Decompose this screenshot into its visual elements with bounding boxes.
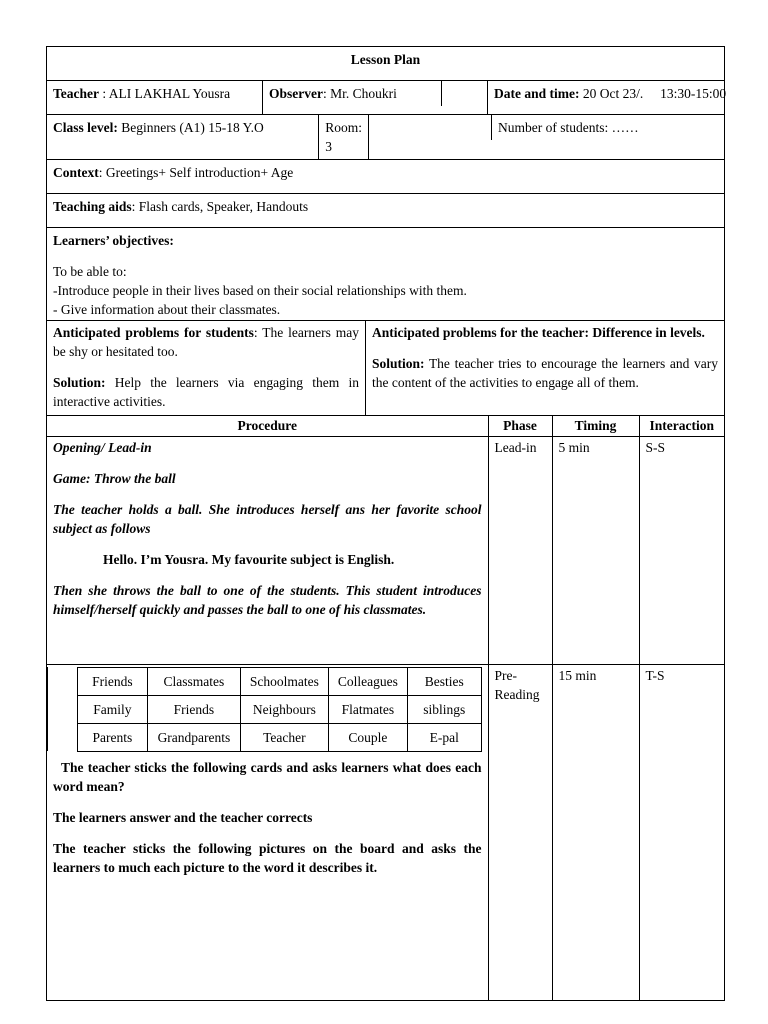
procedure-section	[47, 416, 725, 1001]
observer-cell: Observer: Mr. Choukri	[263, 81, 488, 115]
date-time-cell: Date and time: 20 Oct 23/. 13:30-15:00	[488, 81, 725, 115]
word-card: siblings	[408, 695, 481, 723]
word-card: Grandparents	[147, 723, 240, 751]
phase-header: Phase	[488, 416, 552, 436]
word-card: Friends	[147, 695, 240, 723]
lesson-plan-page	[46, 46, 727, 1001]
stage2-timing: 15 min	[552, 664, 639, 1000]
stage2-phase: Pre-Reading	[488, 664, 552, 1000]
interaction-header: Interaction	[639, 416, 724, 436]
timing-header: Timing	[552, 416, 639, 436]
stage1-phase: Lead-in	[488, 436, 552, 664]
lesson-plan-table	[46, 46, 725, 1001]
word-card: Classmates	[147, 667, 240, 695]
stage1-timing: 5 min	[552, 436, 639, 664]
stage2-interaction: T-S	[639, 664, 724, 1000]
word-card: Couple	[328, 723, 407, 751]
teacher-cell: Teacher : ALI LAKHAL Yousra	[47, 81, 263, 115]
problems-students-cell: Anticipated problems for students: The learners may be shy or hesitated too. Solution: Help the learners via engaging them in interactive activities.	[47, 321, 366, 415]
context-cell: Context: Greetings+ Self introduction+ Age	[47, 160, 725, 194]
word-card: Teacher	[240, 723, 328, 751]
stage2-procedure: Friends Classmates Schoolmates Colleagues Besties Family Friends Neighbours Flatmates siblings Parents Grandparents Teacher Couple E-pal The teacher sticks the following cards and asks learners what does each word mean? The learners answer and the teacher corrects The teacher sticks the following pictures on the board and asks the learners to much each picture to the word it describes it.	[47, 664, 488, 1000]
teaching-aids-cell: Teaching aids: Flash cards, Speaker, Handouts	[47, 194, 725, 228]
word-card: Besties	[408, 667, 481, 695]
objective-item: -Introduce people in their lives based on their social relationships with them.	[53, 283, 467, 298]
problems-row	[47, 321, 725, 416]
class-level-cell: Class level: Beginners (A1) 15-18 Y.O Room: 3	[47, 115, 369, 160]
num-students-cell: Number of students: ……	[369, 115, 725, 160]
word-card: Family	[77, 695, 147, 723]
word-card: E-pal	[408, 723, 481, 751]
stage1-interaction: S-S	[639, 436, 724, 664]
word-card: Flatmates	[328, 695, 407, 723]
objectives-cell: Learners’ objectives: To be able to: -Introduce people in their lives based on their social relationships with them. - Give information about their classmates.	[47, 228, 725, 321]
problems-teacher-cell: Anticipated problems for the teacher: Difference in levels. Solution: The teacher tries to encourage the learners and vary the content of the activities to engage all of them.	[372, 325, 718, 390]
stage1-procedure: Opening/ Lead-in Game: Throw the ball The teacher holds a ball. She introduces herself ans her favorite school subject as follows Hello. I’m Yousra. My favourite subject is English. Then she throws the ball to one of the students. This student introduces himself/herself quickly and passes the ball to one of his classmates.	[47, 436, 488, 664]
word-card: Friends	[77, 667, 147, 695]
procedure-header: Procedure	[47, 416, 488, 436]
word-card: Schoolmates	[240, 667, 328, 695]
word-card: Parents	[77, 723, 147, 751]
objective-item: - Give information about their classmates.	[53, 302, 281, 317]
room-cell: Room: 3	[325, 120, 362, 154]
lesson-plan-title: Lesson Plan	[47, 47, 725, 81]
word-card: Colleagues	[328, 667, 407, 695]
word-card: Neighbours	[240, 695, 328, 723]
word-cards-table	[47, 667, 482, 752]
